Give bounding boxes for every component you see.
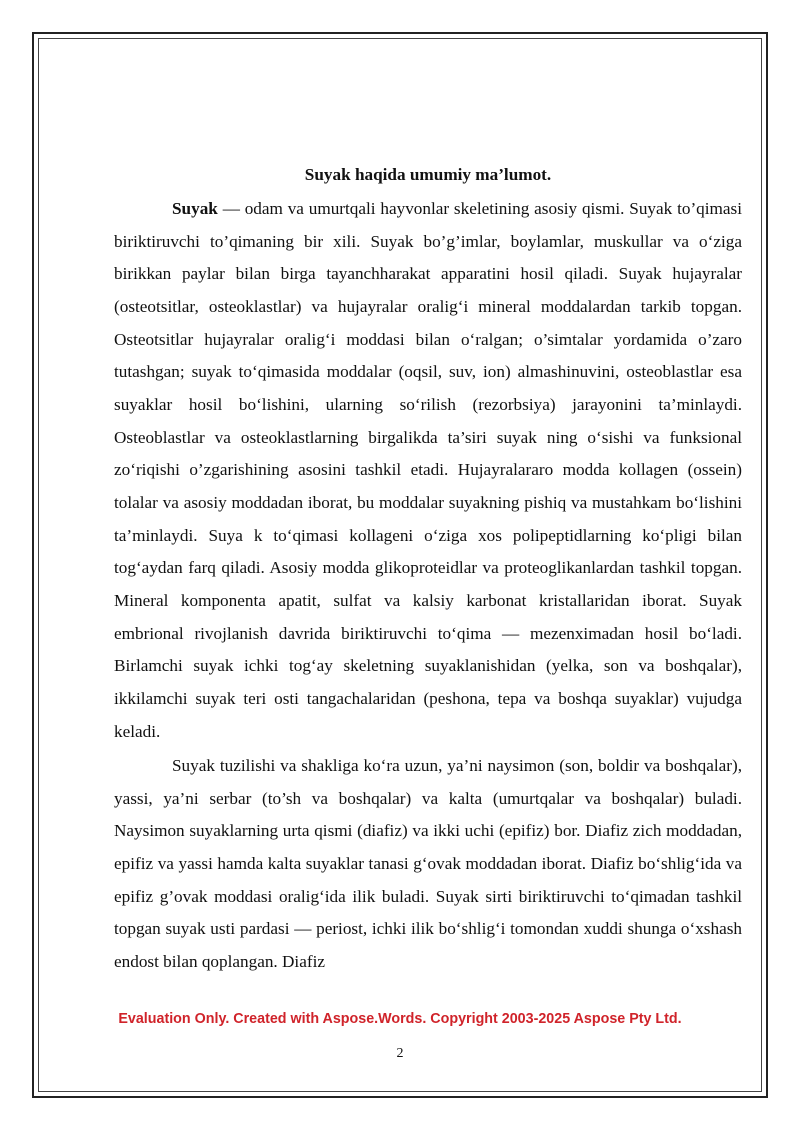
page-body: [114, 150, 742, 979]
paragraph-1-lead: Suyak: [172, 199, 218, 218]
paragraph-2: Suyak tuzilishi va shakliga ko‘ra uzun, ya’ni naysimon (son, boldir va boshqalar), yassi, ya’ni serbar (to’sh va boshqalar) va kalta (umurtqalar va boshqalar) buladi. Naysimon suyaklarning urta qismi (diafiz) va ikki uchi (epifiz) bor. Diafiz zich moddadan, epifiz va yassi hamda kalta suyaklar tanasi g‘ovak moddadan iborat. Diafiz bo‘shlig‘ida va epifiz g’ovak moddasi oralig‘ida ilik buladi. Suyak sirti biriktiruvchi to‘qimadan tashkil topgan suyak usti pardasi — periost, ichki ilik bo‘shlig‘i tomondan xuddi shunga o‘xshash endost bilan qoplangan. Diafiz: [114, 756, 742, 972]
page-number: 2: [396, 1046, 404, 1061]
document-title: Suyak haqida umumiy ma’lumot.: [304, 165, 552, 184]
paragraph-1-text: — odam va umurtqali hayvonlar skeletining asosiy qismi. Suyak to’qimasi biriktiruvchi to’qimaning bir xili. Suyak bo’g’imlar, boylamlar, muskullar va o‘ziga birikkan paylar bilan birga tayanchharakat apparatini hosil qiladi. Suyak hujayralar (osteotsitlar, osteoklastlar) va hujayralar oralig‘i mineral moddalardan tarkib topgan. Osteotsitlar hujayralar oralig‘i moddasi bilan o‘ralgan; o’simtalar yordamida o’zaro tutashgan; suyak to‘qimasida moddalar (oqsil, suv, ion) almashinuvini, osteoblastlar esa suyaklar hosil bo‘lishini, ularning so‘rilish (rezorbsiya) jarayonini ta’minlaydi. Osteoblastlar va osteoklastlarning birgalikda ta’siri suyak ning o‘sishi va funksional zo‘riqishi o’zgarishining asosini tashkil etadi. Hujayralararo modda kollagen (ossein) tolalar va asosiy moddadan iborat, bu moddalar suyakning pishiq va mustahkam bo‘lishini ta’minlaydi. Suya k to‘qimasi kollageni o‘ziga xos polipeptidlarning ko‘pligi bilan tog‘aydan farq qiladi. Asosiy modda glikoproteidlar va proteoglikanlardan tashkil topgan. Mineral komponenta apatit, sulfat va kalsiy karbonat kristallaridan iborat. Suyak embrional rivojlanish davrida biriktiruvchi to‘qima — mezenximadan hosil bo‘ladi. Birlamchi suyak ichki tog‘ay skeletning suyaklanishidan (yelka, son va boshqalar), ikkilamchi suyak teri osti tangachalaridan (peshona, tepa va boshqa suyaklar) vujudga keladi.: [114, 199, 742, 741]
evaluation-watermark-note: Evaluation Only. Created with Aspose.Words. Copyright 2003-2025 Aspose Pty Ltd.: [118, 1011, 682, 1027]
paragraph-1: [114, 193, 742, 748]
